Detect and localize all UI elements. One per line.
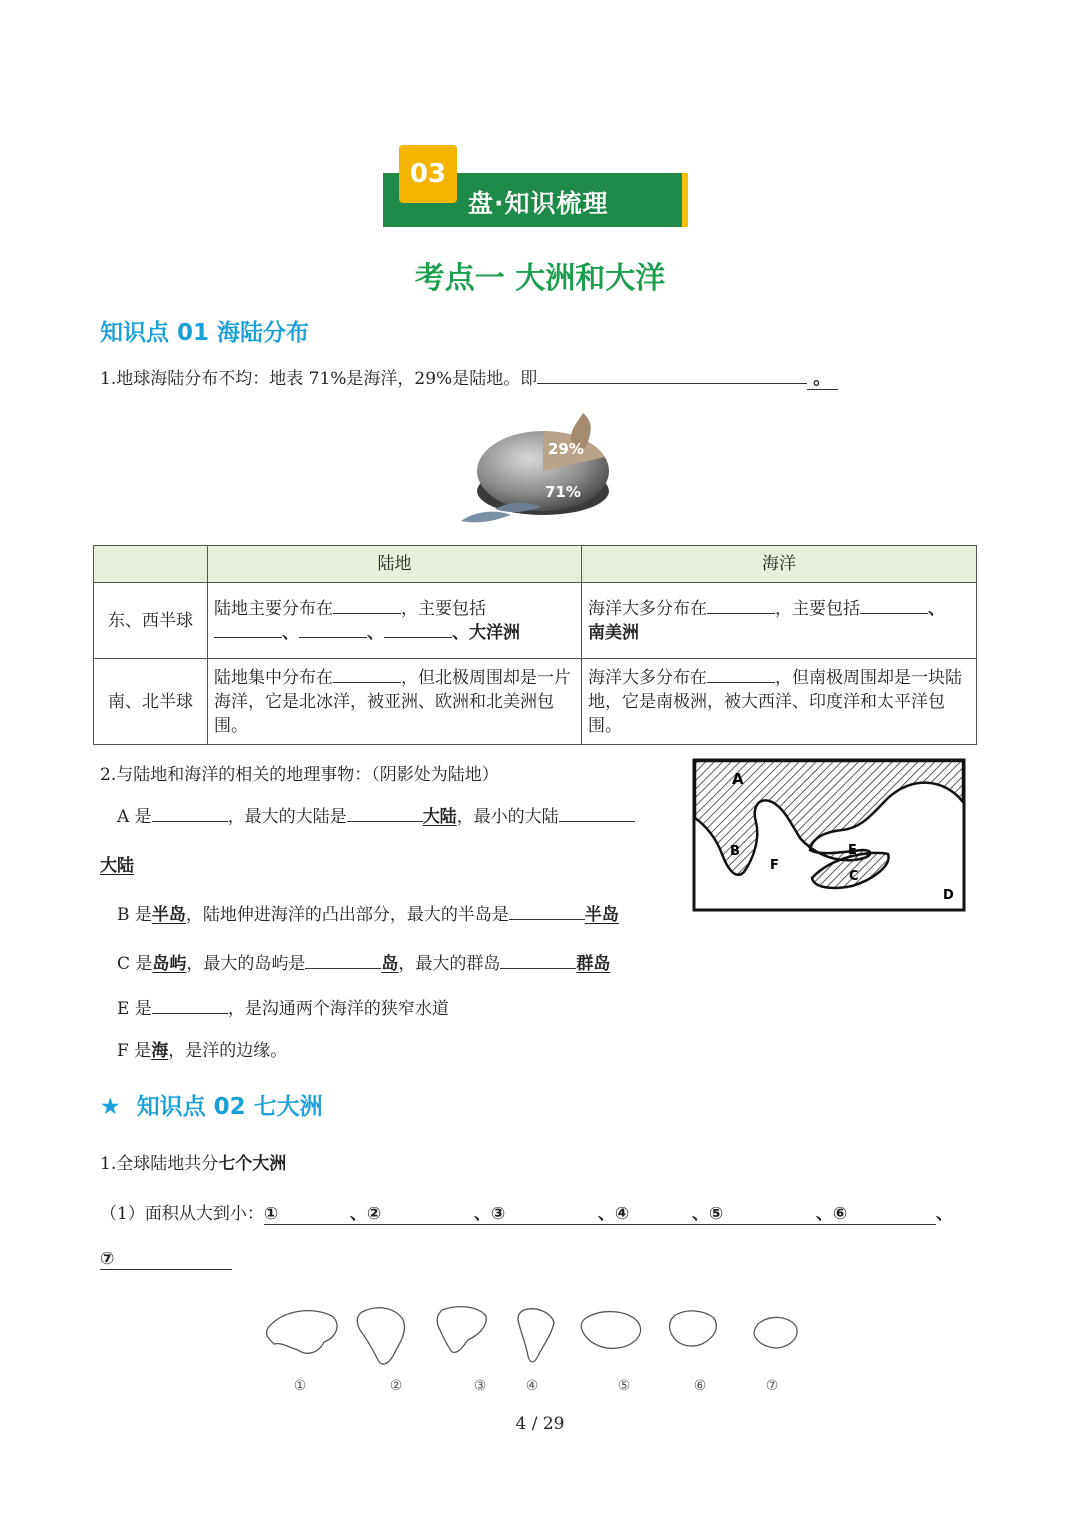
- diagram-label-c: C: [849, 869, 859, 884]
- item-text: C 是: [117, 954, 153, 974]
- kp1-line1-end: 。: [807, 369, 838, 390]
- land-sea-features-diagram: [692, 758, 966, 912]
- continent-africa-outline: [357, 1308, 404, 1364]
- kp2-text: 七个大洲: [218, 1154, 287, 1174]
- item-text: 半岛: [584, 905, 619, 925]
- star-icon: ★: [100, 1094, 121, 1120]
- continent-oceania-outline: [754, 1317, 797, 1348]
- item-text: ，最小的大陆: [456, 807, 559, 827]
- item-a-line-cont: 大陆: [100, 856, 134, 876]
- item-text: 大陆: [422, 807, 457, 827]
- fill-blank: [333, 597, 401, 614]
- continent-caption: ⑥: [693, 1378, 707, 1394]
- cell-text: 陆地集中分布在: [214, 667, 333, 688]
- kp2-heading-row: [100, 1088, 323, 1121]
- continent-caption: ②: [389, 1378, 403, 1394]
- fish-decoration: [461, 512, 511, 523]
- cell-text: ，主要包括: [775, 598, 860, 619]
- item-text: ，最大的群岛: [398, 954, 501, 974]
- kp2-line1: [100, 1149, 286, 1174]
- kp1-line1-blank: [537, 366, 807, 384]
- continent-caption: ⑤: [617, 1378, 631, 1394]
- hemisphere-table: [93, 545, 977, 745]
- table-cell-ocean: [582, 583, 977, 659]
- rank-blank-4: 、④: [598, 1199, 692, 1225]
- land-ocean-pie-illustration: [455, 405, 625, 530]
- fill-blank: [707, 597, 775, 614]
- kp2-text: 1.全球陆地共分: [100, 1154, 219, 1174]
- cell-text: ，主要包括: [401, 598, 486, 619]
- item-text: 海: [151, 1041, 169, 1061]
- fill-blank: [384, 621, 452, 638]
- continent-asia-outline: [266, 1311, 337, 1354]
- diagram-label-d: D: [943, 888, 954, 903]
- table-cell-ocean: [582, 659, 977, 745]
- table-row-label: 东、西半球: [94, 583, 208, 659]
- continent-north-america-outline: [437, 1307, 486, 1353]
- table-cell-land: [208, 659, 582, 745]
- diagram-label-a: A: [732, 770, 744, 788]
- diagram-label-e: E: [848, 843, 857, 858]
- cell-text: 海洋大多分布在: [588, 667, 707, 688]
- diagram-label-f: F: [770, 858, 779, 873]
- continent-caption: ④: [525, 1378, 539, 1394]
- kp2-text: （1）面积从大到小：: [100, 1204, 264, 1224]
- cell-text: ，但北极周围却是一片海洋，它是北冰洋，被亚洲、欧洲和北美洲包围。: [214, 667, 571, 736]
- kp1-line1: [100, 364, 838, 389]
- item-text: 半岛: [151, 905, 186, 925]
- fill-blank: [509, 902, 585, 920]
- kp1-heading: 知识点 01 海陆分布: [100, 320, 310, 346]
- fill-blank: [707, 666, 775, 683]
- cell-text: 陆地主要分布在: [214, 598, 333, 619]
- item-text: 群岛: [576, 954, 611, 974]
- continent-antarctica-outline: [581, 1312, 640, 1349]
- rank-blank-6: 、⑥: [816, 1199, 936, 1225]
- item-text: ，是沟通两个海洋的狭窄水道: [227, 999, 449, 1019]
- table-header-land: 陆地: [208, 546, 582, 583]
- section-banner-title: 盘·知识梳理: [468, 189, 609, 218]
- continent-caption: ①: [293, 1378, 307, 1394]
- fill-blank: [500, 951, 576, 969]
- continent-caption: ③: [473, 1378, 487, 1394]
- fill-blank: [347, 804, 423, 822]
- diagram-label-b: B: [730, 844, 740, 859]
- kp2-heading: 知识点 02 七大洲: [136, 1094, 323, 1120]
- item-text: 岛屿: [152, 954, 187, 974]
- cell-text: 、: [928, 598, 945, 619]
- rank-blank-2: 、②: [350, 1199, 474, 1225]
- fill-blank: [214, 621, 282, 638]
- item-f-line: [117, 1036, 287, 1061]
- kp2-text: 、: [935, 1204, 953, 1224]
- item-text: ，最大的大陆是: [227, 807, 347, 827]
- rank-blank-3: 、③: [474, 1199, 598, 1225]
- kp1-part2-intro: 2.与陆地和海洋的相关的地理事物：（阴影处为陆地）: [100, 765, 499, 785]
- fill-blank: [860, 597, 928, 614]
- page-number: 4 / 29: [515, 1414, 565, 1434]
- item-b-line: [117, 900, 619, 925]
- item-c-line: [117, 949, 610, 974]
- section-number-badge: 03: [399, 145, 457, 203]
- item-text: B 是: [117, 905, 152, 925]
- fill-blank: [305, 951, 381, 969]
- cell-text: 、大洋洲: [452, 622, 520, 643]
- fill-blank: [333, 666, 401, 683]
- cell-text: 、: [282, 622, 299, 643]
- cell-text: 南美洲: [588, 622, 639, 643]
- kp2-area-order-line: [100, 1199, 985, 1225]
- table-header-empty: [94, 546, 208, 583]
- fill-blank: [152, 996, 228, 1014]
- fill-blank: [559, 804, 635, 822]
- cell-text: 、: [367, 622, 384, 643]
- continent-thumbnails: [262, 1298, 812, 1398]
- rank-blank-7: ⑦: [100, 1249, 232, 1270]
- item-text: ，最大的岛屿是: [186, 954, 306, 974]
- item-text: E 是: [117, 999, 152, 1019]
- item-text: 岛: [381, 954, 399, 974]
- kp1-line1-text: 1.地球海陆分布不均：地表 71%是海洋，29%是陆地。即: [100, 369, 538, 389]
- item-text: F 是: [117, 1041, 152, 1061]
- cell-text: ，但南极周围却是一块陆地，它是南极洲，被大西洋、印度洋和太平洋包围。: [588, 667, 962, 736]
- fill-blank: [299, 621, 367, 638]
- rank-blank-1: ①: [264, 1204, 350, 1225]
- item-a-line: [117, 802, 635, 827]
- item-text: ，是洋的边缘。: [168, 1041, 288, 1061]
- table-row-label: 南、北半球: [94, 659, 208, 745]
- fill-blank: [152, 804, 228, 822]
- pie-land-label: 29%: [548, 440, 584, 458]
- continent-europe-outline: [670, 1311, 717, 1346]
- table-header-ocean: 海洋: [582, 546, 977, 583]
- page-title: 考点一 大洲和大洋: [414, 261, 666, 296]
- continent-caption: ⑦: [765, 1378, 779, 1394]
- rank-blank-5: 、⑤: [692, 1199, 816, 1225]
- table-cell-land: [208, 583, 582, 659]
- cell-text: 海洋大多分布在: [588, 598, 707, 619]
- item-e-line: [117, 994, 449, 1019]
- item-text: A 是: [117, 807, 152, 827]
- continent-south-america-outline: [518, 1309, 554, 1362]
- pie-ocean-label: 71%: [545, 483, 581, 501]
- item-text: ，陆地伸进海洋的凸出部分，最大的半岛是: [185, 905, 509, 925]
